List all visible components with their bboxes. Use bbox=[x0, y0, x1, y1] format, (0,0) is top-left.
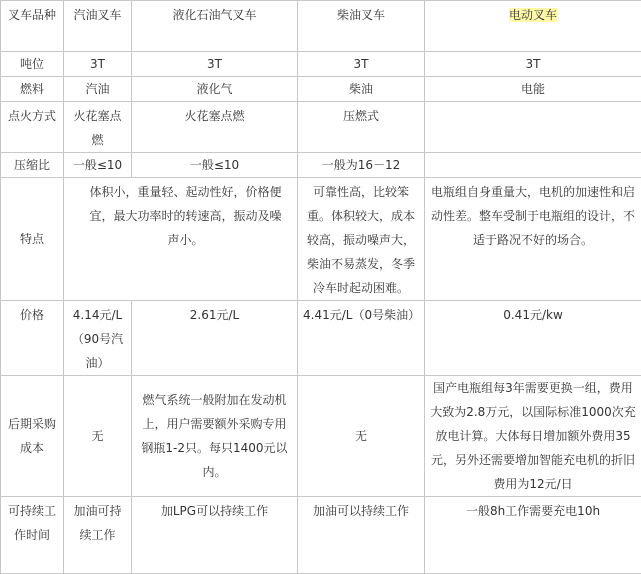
table-row bbox=[1, 178, 641, 301]
lpg-cell: 一般≤10 bbox=[132, 153, 298, 178]
diesel-cell: 无 bbox=[298, 376, 425, 497]
table-row bbox=[1, 153, 641, 178]
electric-cell: 电瓶组自身重量大，电机的加速性和启动性差。整车受制于电瓶组的设计，不适于路况不好的场合。 bbox=[425, 178, 641, 301]
row-label: 吨位 bbox=[1, 52, 64, 77]
header-lpg-cell: 液化石油气叉车 bbox=[132, 1, 298, 52]
row-label: 价格 bbox=[1, 301, 64, 376]
gasoline-lpg-merged-cell: 体积小，重量轻、起动性好，价格便宜，最大功率时的转速高，振动及噪声小。 bbox=[64, 178, 298, 301]
gasoline-cell: 4.14元/L（90号汽油） bbox=[64, 301, 132, 376]
table-row bbox=[1, 77, 641, 102]
diesel-cell: 柴油 bbox=[298, 77, 425, 102]
header-electric-cell bbox=[425, 1, 641, 52]
table-row bbox=[1, 52, 641, 77]
row-label: 特点 bbox=[1, 178, 64, 301]
row-label: 燃料 bbox=[1, 77, 64, 102]
gasoline-cell: 汽油 bbox=[64, 77, 132, 102]
gasoline-cell: 一般≤10 bbox=[64, 153, 132, 178]
diesel-cell: 一般为16－12 bbox=[298, 153, 425, 178]
table-row bbox=[1, 376, 641, 497]
electric-cell: 一般8h工作需要充电10h bbox=[425, 497, 641, 574]
gasoline-cell: 3T bbox=[64, 52, 132, 77]
table-header-row bbox=[1, 1, 641, 52]
table-row bbox=[1, 102, 641, 153]
electric-cell bbox=[425, 102, 641, 153]
table-row bbox=[1, 497, 641, 574]
electric-cell: 国产电瓶组每3年需要更换一组，费用大致为2.8万元，以国际标准1000次充放电计算。大体每日增加额外费用35元，另外还需要增加智能充电机的折旧费用为12元/日 bbox=[425, 376, 641, 497]
electric-cell: 3T bbox=[425, 52, 641, 77]
electric-cell bbox=[425, 153, 641, 178]
lpg-cell: 燃气系统一般附加在发动机上，用户需要额外采购专用钢瓶1-2只。每只1400元以内。 bbox=[132, 376, 298, 497]
electric-cell: 0.41元/kw bbox=[425, 301, 641, 376]
gasoline-cell: 无 bbox=[64, 376, 132, 497]
gasoline-cell: 火花塞点燃 bbox=[64, 102, 132, 153]
row-label: 压缩比 bbox=[1, 153, 64, 178]
diesel-cell: 压燃式 bbox=[298, 102, 425, 153]
gasoline-cell: 加油可持续工作 bbox=[64, 497, 132, 574]
diesel-cell: 3T bbox=[298, 52, 425, 77]
row-label: 后期采购成本 bbox=[1, 376, 64, 497]
lpg-cell: 液化气 bbox=[132, 77, 298, 102]
lpg-cell: 2.61元/L bbox=[132, 301, 298, 376]
electric-cell: 电能 bbox=[425, 77, 641, 102]
lpg-cell: 火花塞点燃 bbox=[132, 102, 298, 153]
lpg-cell: 加LPG可以持续工作 bbox=[132, 497, 298, 574]
diesel-cell: 4.41元/L（0号柴油） bbox=[298, 301, 425, 376]
lpg-cell: 3T bbox=[132, 52, 298, 77]
row-label: 点火方式 bbox=[1, 102, 64, 153]
row-label: 可持续工作时间 bbox=[1, 497, 64, 574]
diesel-cell: 可靠性高，比较笨重。体积较大，成本较高，振动噪声大，柴油不易蒸发，冬季冷车时起动困难。 bbox=[298, 178, 425, 301]
header-gasoline-cell: 汽油叉车 bbox=[64, 1, 132, 52]
table-row bbox=[1, 301, 641, 376]
highlighted-text: 电动叉车 bbox=[509, 8, 557, 22]
header-category-cell: 叉车品种 bbox=[1, 1, 64, 52]
header-diesel-cell: 柴油叉车 bbox=[298, 1, 425, 52]
diesel-cell: 加油可以持续工作 bbox=[298, 497, 425, 574]
